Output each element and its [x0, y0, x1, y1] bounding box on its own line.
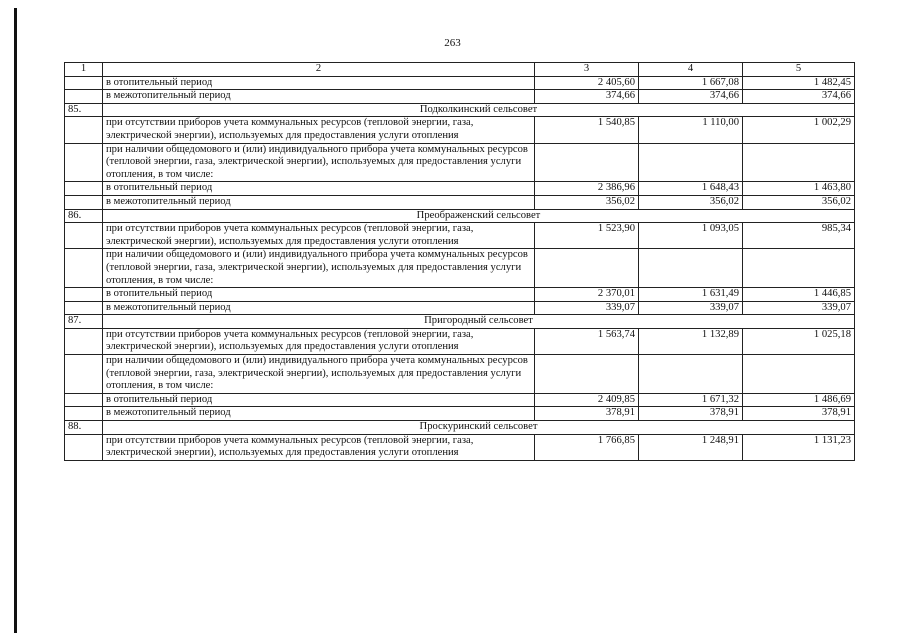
- row-label: при отсутствии приборов учета коммунальных ресурсов (тепловой энергии, газа, электрической энергии), используемых для предоставления услуги отопления: [103, 434, 535, 460]
- value-col-5: 1 002,29: [743, 117, 855, 143]
- value-col-3: 2 405,60: [535, 76, 639, 90]
- value-col-4: 1 248,91: [639, 434, 743, 460]
- value-col-3: 2 386,96: [535, 182, 639, 196]
- table-row: [65, 182, 855, 196]
- table-row: [65, 434, 855, 460]
- row-number-cell: [65, 90, 103, 104]
- row-label: при наличии общедомового и (или) индивидуального прибора учета коммунальных ресурсов (тепловой энергии, газа, электрической энергии), используемых для предоставления услуги отопления, в том числе:: [103, 143, 535, 182]
- row-label: при наличии общедомового и (или) индивидуального прибора учета коммунальных ресурсов (тепловой энергии, газа, электрической энергии), используемых для предоставления услуги отопления, в том числе:: [103, 249, 535, 288]
- value-col-5: 1 131,23: [743, 434, 855, 460]
- section-title: Пригородный сельсовет: [103, 315, 855, 329]
- row-label: в отопительный период: [103, 182, 535, 196]
- value-col-3: [535, 143, 639, 182]
- value-col-3: 374,66: [535, 90, 639, 104]
- value-col-3: 356,02: [535, 195, 639, 209]
- value-col-3: 2 409,85: [535, 393, 639, 407]
- row-label: при наличии общедомового и (или) индивидуального прибора учета коммунальных ресурсов (тепловой энергии, газа, электрической энергии), используемых для предоставления услуги отопления, в том числе:: [103, 355, 535, 394]
- section-number: 87.: [65, 315, 103, 329]
- value-col-3: 1 766,85: [535, 434, 639, 460]
- value-col-5: 356,02: [743, 195, 855, 209]
- section-number: 85.: [65, 103, 103, 117]
- value-col-4: 1 667,08: [639, 76, 743, 90]
- page-number: 263: [444, 37, 461, 49]
- row-label: при отсутствии приборов учета коммунальных ресурсов (тепловой энергии, газа, электрической энергии), используемых для предоставления услуги отопления: [103, 328, 535, 354]
- section-number: 86.: [65, 209, 103, 223]
- table-row: [65, 355, 855, 394]
- table-row: [65, 117, 855, 143]
- value-col-4: 1 110,00: [639, 117, 743, 143]
- value-col-4: 378,91: [639, 407, 743, 421]
- table-row: [65, 393, 855, 407]
- table-row: [65, 407, 855, 421]
- row-number-cell: [65, 76, 103, 90]
- value-col-4: [639, 249, 743, 288]
- row-label: в межотопительный период: [103, 407, 535, 421]
- row-number-cell: [65, 223, 103, 249]
- row-label: при отсутствии приборов учета коммунальных ресурсов (тепловой энергии, газа, электрической энергии), используемых для предоставления услуги отопления: [103, 223, 535, 249]
- value-col-3: 2 370,01: [535, 288, 639, 302]
- value-col-5: 1 025,18: [743, 328, 855, 354]
- value-col-5: 1 482,45: [743, 76, 855, 90]
- value-col-4: [639, 143, 743, 182]
- row-number-cell: [65, 328, 103, 354]
- table-row: [65, 223, 855, 249]
- header-col-3: 3: [535, 63, 639, 77]
- value-col-3: 1 563,74: [535, 328, 639, 354]
- value-col-5: 378,91: [743, 407, 855, 421]
- value-col-3: 1 523,90: [535, 223, 639, 249]
- value-col-5: [743, 143, 855, 182]
- row-number-cell: [65, 117, 103, 143]
- row-label: в межотопительный период: [103, 90, 535, 104]
- value-col-5: 374,66: [743, 90, 855, 104]
- row-number-cell: [65, 301, 103, 315]
- table-row: [65, 301, 855, 315]
- table-row: [65, 76, 855, 90]
- value-col-5: 339,07: [743, 301, 855, 315]
- page-edge-bar: [14, 8, 17, 633]
- section-number: 88.: [65, 421, 103, 435]
- value-col-5: 1 463,80: [743, 182, 855, 196]
- value-col-4: 1 671,32: [639, 393, 743, 407]
- value-col-3: [535, 249, 639, 288]
- header-col-2: 2: [103, 63, 535, 77]
- value-col-5: [743, 249, 855, 288]
- header-row: [65, 63, 855, 77]
- row-number-cell: [65, 182, 103, 196]
- section-title: Подколкинский сельсовет: [103, 103, 855, 117]
- tariff-table: [64, 62, 855, 461]
- section-title: Преображенский сельсовет: [103, 209, 855, 223]
- row-number-cell: [65, 407, 103, 421]
- row-label: в межотопительный период: [103, 195, 535, 209]
- section-row: [65, 421, 855, 435]
- table-row: [65, 90, 855, 104]
- table-row: [65, 143, 855, 182]
- value-col-4: 1 648,43: [639, 182, 743, 196]
- row-label: в отопительный период: [103, 76, 535, 90]
- row-number-cell: [65, 288, 103, 302]
- row-number-cell: [65, 195, 103, 209]
- row-number-cell: [65, 393, 103, 407]
- value-col-4: 1 631,49: [639, 288, 743, 302]
- row-label: в отопительный период: [103, 288, 535, 302]
- table-body: [65, 63, 855, 461]
- row-label: в межотопительный период: [103, 301, 535, 315]
- value-col-3: 339,07: [535, 301, 639, 315]
- value-col-5: 1 446,85: [743, 288, 855, 302]
- section-row: [65, 315, 855, 329]
- section-row: [65, 209, 855, 223]
- row-label: при отсутствии приборов учета коммунальных ресурсов (тепловой энергии, газа, электрической энергии), используемых для предоставления услуги отопления: [103, 117, 535, 143]
- header-col-1: 1: [65, 63, 103, 77]
- value-col-4: 374,66: [639, 90, 743, 104]
- table-row: [65, 195, 855, 209]
- value-col-5: 1 486,69: [743, 393, 855, 407]
- value-col-4: 1 093,05: [639, 223, 743, 249]
- row-number-cell: [65, 143, 103, 182]
- value-col-4: 1 132,89: [639, 328, 743, 354]
- row-number-cell: [65, 434, 103, 460]
- value-col-4: [639, 355, 743, 394]
- value-col-3: 1 540,85: [535, 117, 639, 143]
- row-number-cell: [65, 249, 103, 288]
- value-col-4: 356,02: [639, 195, 743, 209]
- header-col-5: 5: [743, 63, 855, 77]
- value-col-4: 339,07: [639, 301, 743, 315]
- row-label: в отопительный период: [103, 393, 535, 407]
- header-col-4: 4: [639, 63, 743, 77]
- value-col-3: [535, 355, 639, 394]
- section-row: [65, 103, 855, 117]
- value-col-5: 985,34: [743, 223, 855, 249]
- section-title: Проскуринский сельсовет: [103, 421, 855, 435]
- row-number-cell: [65, 355, 103, 394]
- table-row: [65, 328, 855, 354]
- table-row: [65, 249, 855, 288]
- value-col-3: 378,91: [535, 407, 639, 421]
- table-row: [65, 288, 855, 302]
- value-col-5: [743, 355, 855, 394]
